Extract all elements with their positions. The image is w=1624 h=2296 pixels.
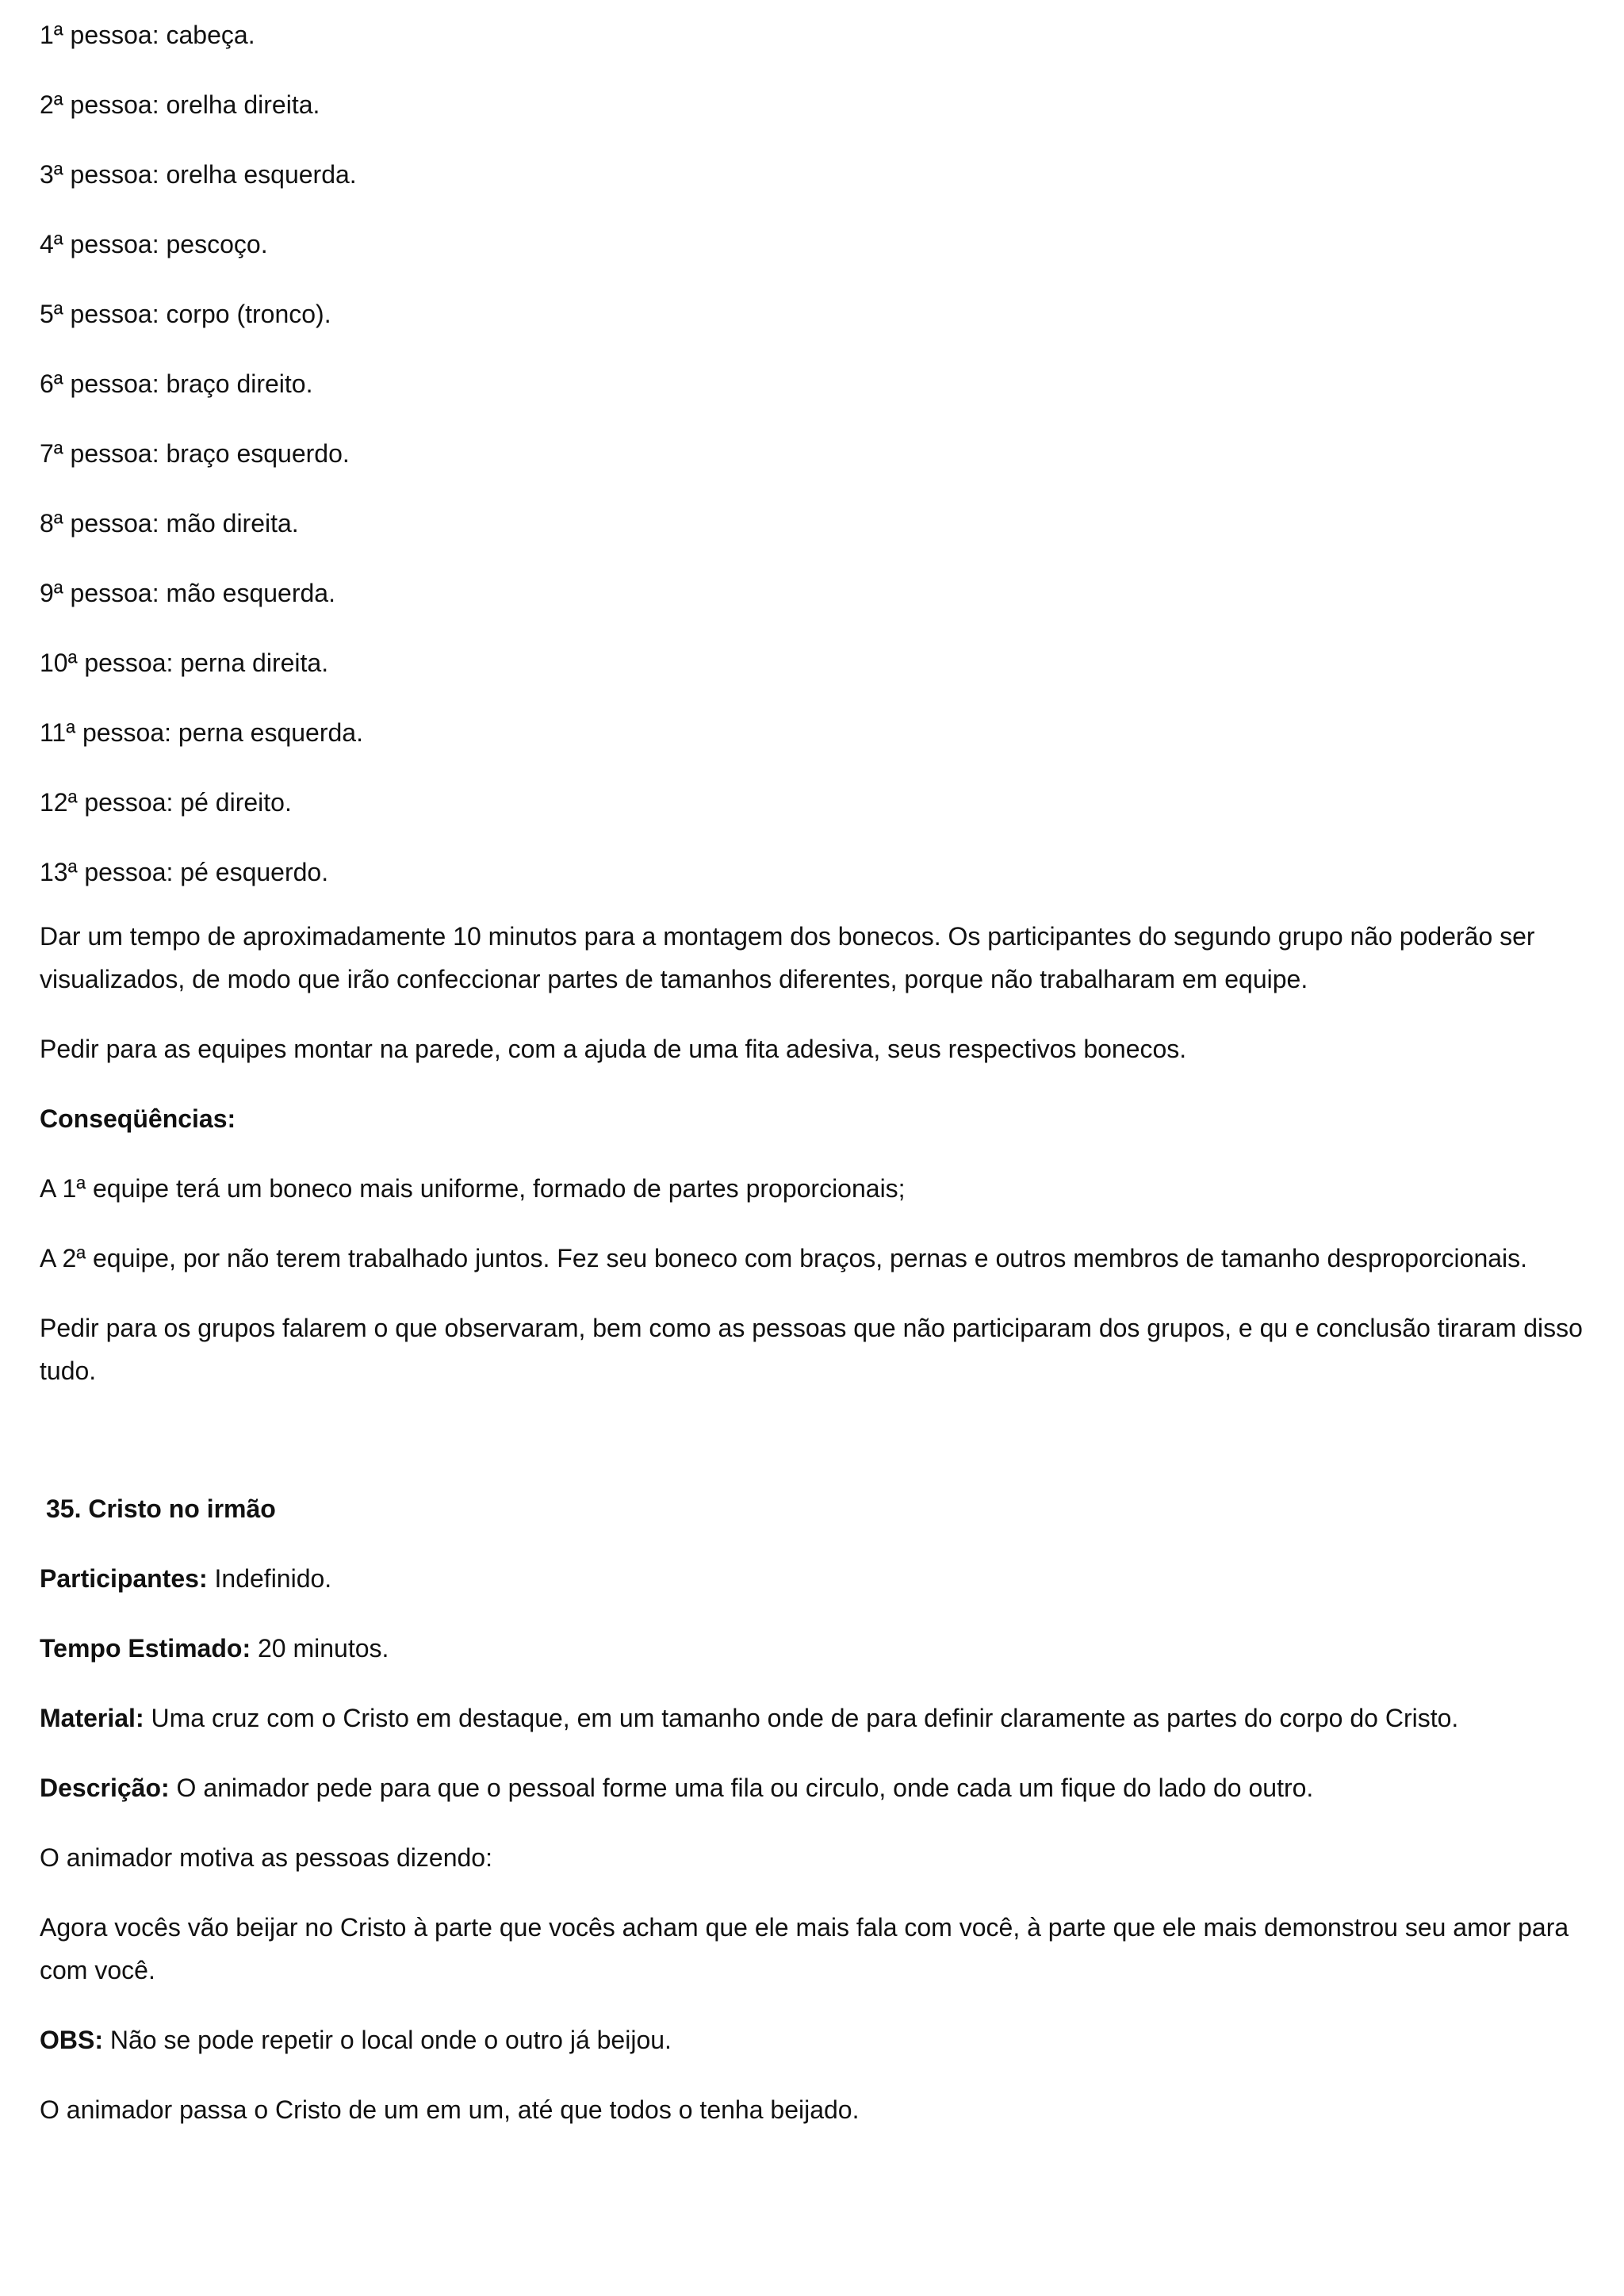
- paragraph-instruction: Agora vocês vão beijar no Cristo à parte que vocês acham que ele mais fala com você, à parte que ele mais demonstrou seu amor para com você.: [40, 1913, 1569, 1984]
- list-item: 2ª pessoa: orelha direita.: [40, 90, 320, 119]
- paragraph-consequence-2: A 2ª equipe, por não terem trabalhado juntos. Fez seu boneco com braços, pernas e outros membros de tamanho desproporcionais.: [40, 1244, 1528, 1272]
- participants-label: Participantes:: [40, 1564, 208, 1593]
- material-value: Uma cruz com o Cristo em destaque, em um tamanho onde de para definir claramente as partes do corpo do Cristo.: [144, 1704, 1459, 1732]
- time-line: [40, 1627, 1594, 1670]
- description-value: O animador pede para que o pessoal forme uma fila ou circulo, onde cada um fique do lado do outro.: [169, 1774, 1314, 1802]
- paragraph-consequence-3: Pedir para os grupos falarem o que observaram, bem como as pessoas que não participaram dos grupos, e qu e conclusão tiraram disso tudo.: [40, 1314, 1583, 1385]
- participants-value: Indefinido.: [207, 1564, 332, 1593]
- description-line: [40, 1766, 1594, 1809]
- list-item: 1ª pessoa: cabeça.: [40, 21, 255, 49]
- consequences-heading: Conseqüências:: [40, 1104, 236, 1133]
- body-parts-list: [40, 0, 1594, 907]
- list-item: 5ª pessoa: corpo (tronco).: [40, 300, 331, 328]
- paragraph-wall: Pedir para as equipes montar na parede, com a ajuda de uma fita adesiva, seus respectivos bonecos.: [40, 1035, 1187, 1063]
- list-item: 13ª pessoa: pé esquerdo.: [40, 858, 329, 886]
- document-page: [40, 0, 1594, 2131]
- list-item: 8ª pessoa: mão direita.: [40, 509, 299, 538]
- material-label: Material:: [40, 1704, 144, 1732]
- section-title: 35. Cristo no irmão: [46, 1494, 276, 1523]
- paragraph-pass: O animador passa o Cristo de um em um, até que todos o tenha beijado.: [40, 2095, 860, 2124]
- participants-line: [40, 1557, 1594, 1600]
- time-value: 20 minutos.: [251, 1634, 389, 1663]
- list-item: 6ª pessoa: braço direito.: [40, 369, 313, 398]
- list-item: 4ª pessoa: pescoço.: [40, 230, 268, 258]
- list-item: 10ª pessoa: perna direita.: [40, 649, 329, 677]
- list-item: 9ª pessoa: mão esquerda.: [40, 579, 335, 607]
- list-item: 12ª pessoa: pé direito.: [40, 788, 292, 817]
- list-item: 7ª pessoa: braço esquerdo.: [40, 439, 350, 468]
- description-label: Descrição:: [40, 1774, 170, 1802]
- list-item: 3ª pessoa: orelha esquerda.: [40, 160, 357, 189]
- paragraph-motivate: O animador motiva as pessoas dizendo:: [40, 1843, 492, 1872]
- obs-value: Não se pode repetir o local onde o outro já beijou.: [103, 2026, 672, 2054]
- obs-line: [40, 2019, 1594, 2061]
- paragraph-intro: Dar um tempo de aproximadamente 10 minutos para a montagem dos bonecos. Os participantes do segundo grupo não poderão ser visualizados, de modo que irão confeccionar partes de tamanhos diferentes, porque não trabalharam em equipe.: [40, 922, 1535, 993]
- obs-label: OBS:: [40, 2026, 103, 2054]
- material-line: [40, 1697, 1594, 1739]
- list-item: 11ª pessoa: perna esquerda.: [40, 718, 363, 747]
- time-label: Tempo Estimado:: [40, 1634, 251, 1663]
- paragraph-consequence-1: A 1ª equipe terá um boneco mais uniforme, formado de partes proporcionais;: [40, 1174, 906, 1203]
